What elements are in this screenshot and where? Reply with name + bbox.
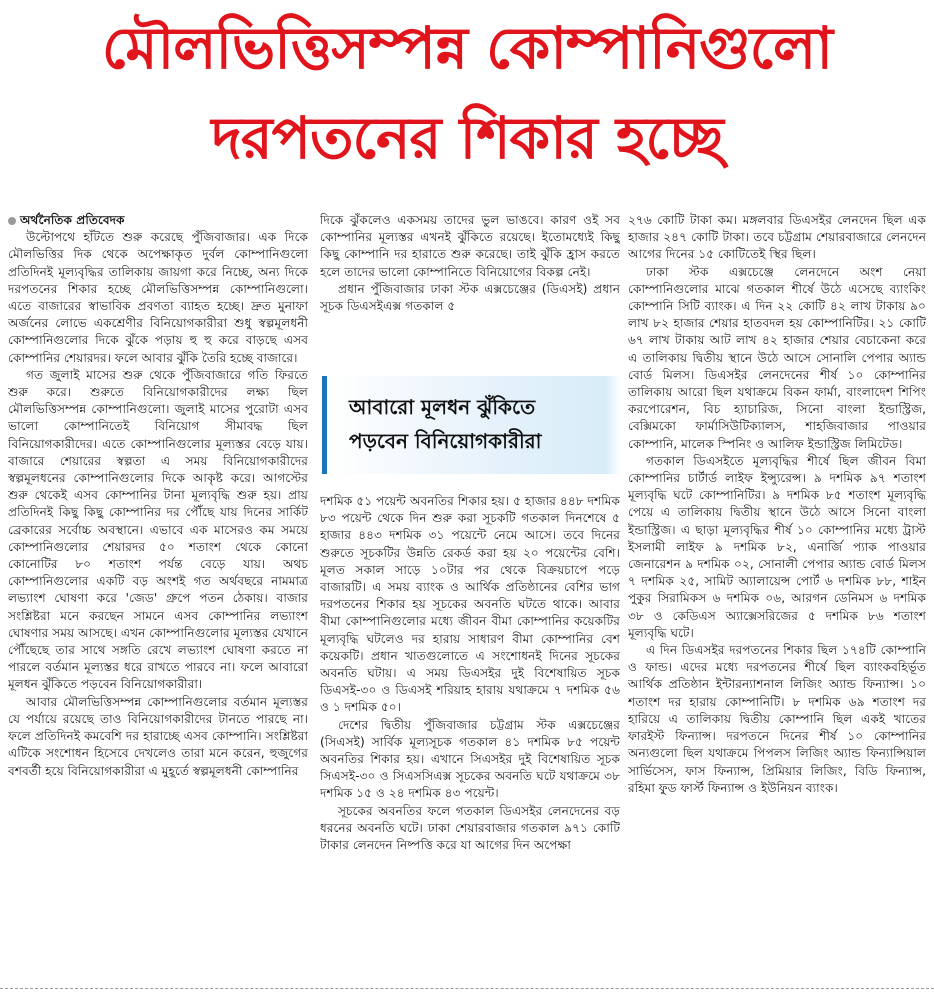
paragraph: দশমিক ৫১ পয়েন্ট অবনতির শিকার হয়। ৫ হাজার ৪৪৮ দশমিক ৮৩ পয়েন্ট থেকে দিন শুরু করা সূচকটি গতকাল দিনশেষে ৫ হাজার ৪৪৩ দশমিক ৩১ পয়েন্টে নেমে আসে। তবে দিনের শুরুতে সূচকটির উন্নতি রেকর্ড করা হয় ২০ পয়েন্টের বেশি। মূলত সকাল সাড়ে ১০টার পর থেকে বিক্রয়চাপে পড়ে বাজারটি। এ সময় ব্যাংক ও আর্থিক প্রতিষ্ঠানের বেশির ভাগ দরপতনের শিকার হয় সূচকের অবনতি ঘটতে থাকে। আবার বীমা কোম্পানিগুলোর মধ্যে জীবন বীমা কোম্পানির কয়েকটির মূল্যবৃদ্ধি ঘটলেও দর হারায় সাধারণ বীমা কোম্পানির বেশ কয়েকটি। প্রধান খাতগুলোতে এ সংশোধনই দিনের সূচকের অবনতি ঘটায়। এ সময় ডিএসইর দুই বিশেষায়িত সূচক ডিএসই-৩০ ও ডিএসই শরিয়াহ হারায় যথাক্রমে ৭ দশমিক ৫৬ ও ১ দশমিক ৫০। <box>320 494 620 715</box>
byline <box>8 212 308 229</box>
paragraph: দেশের দ্বিতীয় পুঁজিবাজার চট্টগ্রাম স্টক এক্সচেঞ্জের (সিএসই) সার্বিক মূল্যসূচক গতকাল ৪১ দশমিক ৮৫ পয়েন্ট অবনতির শিকার হয়। এখানে সিএসইর দুই বিশেষায়িত সূচক সিএসই-৩০ ও সিএসসিএক্স সূচকের অবনতি ঘটে যথাক্রমে ৩৮ দশমিক ১৫ ও ২৪ দশমিক ৪৩ পয়েন্ট। <box>320 717 620 801</box>
pull-quote-line-2: পড়বেন বিনিয়োগকারীরা <box>349 429 542 453</box>
article-column-1 <box>8 212 308 987</box>
paragraph: গত জুলাই মাসের শুরু থেকে পুঁজিবাজারে গতি ফিরতে শুরু করে। শুরুতে বিনিয়োগকারীদের লক্ষ্য ছিল মৌলভিত্তিসম্পন্ন কোম্পানিগুলো। জুলাই মাসের পুরোটা এসব ভালো কোম্পানিতেই বিনিয়োগ সীমাবদ্ধ ছিল বিনিয়োগকারীদের। এতে কোম্পানিগুলোর মূল্যস্তর বেড়ে যায়। বাজারে শেয়ারের স্বল্পতা এ সময় বিনিয়োগকারীদের স্বল্পমূলধনের কোম্পানিগুলোর দিকে আকৃষ্ট করে। আগস্টের শুরু থেকেই এসব কোম্পানির টানা মূল্যবৃদ্ধি শুরু হয়। প্রায় প্রতিদিনই কিছু কিছু কোম্পানির দর পৌঁছে যায় দিনের সার্কিট ব্রেকারের সর্বোচ্চ অবস্থানে। এভাবে এক মাসেরও কম সময়ে কোম্পানিগুলোর শেয়ারদর ৫০ শতাংশ থেকে কোনো কোনোটির ৮০ শতাংশ পর্যন্ত বেড়ে যায়। অথচ কোম্পানিগুলোর একটি বড় অংশই গত অর্থবছরে নামমাত্র লভ্যাংশ ঘোষণা করে 'জেড' গ্রুপে পতন ঠেকায়। বাজার সংশ্লিষ্টরা মনে করছেন সামনে এসব কোম্পানির লভ্যাংশ ঘোষণার সময় আসছে। এখন কোম্পানিগুলোর মূল্যস্তর যেখানে পৌঁছেছে তার সাথে সঙ্গতি রেখে লভ্যাংশ ঘোষণা করতে না পারলে বর্তমান মূল্যস্তর ধরে রাখতে পারবে না। ফলে আবারো মূলধন ঝুঁকিতে পড়বেন বিনিয়োগকারীরা। <box>8 367 308 692</box>
byline-text: অর্থনৈতিক প্রতিবেদক <box>20 213 125 227</box>
paragraph: সূচকের অবনতির ফলে গতকাল ডিএসইর লেনদেনের বড় ধরনের অবনতি ঘটে। ঢাকা শেয়ারবাজার গতকাল ৯৭১ কোটি টাকার লেনদেন নিষ্পত্তি করে যা আগের দিন অপেক্ষা <box>320 803 620 853</box>
article-column-3 <box>628 212 926 987</box>
paragraph: ঢাকা স্টক এক্সচেঞ্জে লেনদেনে অংশ নেয়া কোম্পানিগুলোর মাঝে গতকাল শীর্ষে উঠে এসেছে ব্যাংকিং কোম্পানি সিটি ব্যাংক। এ দিন ২২ কোটি ৪২ লাখ টাকায় ৯০ লাখ ৮২ হাজার শেয়ার হাতবদল হয় কোম্পানিটির। ২১ কোটি ৬৭ লাখ টাকায় আট লাখ ৪২ হাজার শেয়ার বেচাকেনা করে এ তালিকায় দ্বিতীয় স্থানে উঠে আসে সোনালি পেপার অ্যান্ড বোর্ড মিলস। ডিএসইর লেনদেনের শীর্ষ ১০ কোম্পানির তালিকায় আরো ছিল যথাক্রমে বিকন ফার্মা, বাংলাদেশ শিপিং করপোরেশন, বিচ হ্যাচারিজ, সিনো বাংলা ইন্ডাস্ট্রিজ, বেক্সিমকো ফার্মাসিউটিক্যালস, শাহজিবাজার পাওয়ার কোম্পানি, মালেক স্পিনিং ও আলিফ ইন্ডাস্ট্রিজ লিমিটেড। <box>628 264 926 451</box>
pull-quote <box>322 376 606 474</box>
paragraph: গতকাল ডিএসইতে মূল্যবৃদ্ধির শীর্ষে ছিল জীবন বিমা কোম্পানির চার্টার্ড লাইফ ইন্স্যুরেন্স। ৯ দশমিক ৯৭ শতাংশ মূল্যবৃদ্ধি ঘটে কোম্পানিটির। ৯ দশমিক ৮৫ শতাংশ মূল্যবৃদ্ধি পেয়ে এ তালিকায় দ্বিতীয় স্থানে উঠে আসে সিনো বাংলা ইন্ডাস্ট্রিজ। এ ছাড়া মূল্যবৃদ্ধির শীর্ষ ১০ কোম্পানির মধ্যে ট্রাস্ট ইসলামী লাইফ ৯ দশমিক ৮২, এনার্জি প্যাক পাওয়ার জেনারেশন ৯ দশমিক ০২, সোনালী পেপার অ্যান্ড বোর্ড মিলস ৭ দশমিক ২৫, সামিট অ্যালায়েন্স পোর্ট ৬ দশমিক ৮৮, শাইন পুকুর সিরামিকস ৬ দশমিক ০৬, আরগন ডেনিমস ৬ দশমিক ৩৮ ও কেডিএস অ্যাক্সেসরিজের ৫ দশমিক ৮৬ শতাংশ মূল্যবৃদ্ধি ঘটে। <box>628 453 926 640</box>
paragraph: প্রধান পুঁজিবাজার ঢাকা স্টক এক্সচেঞ্জের (ডিএসই) প্রধান সূচক ডিএসইএক্স গতকাল ৫ <box>320 281 620 314</box>
article-column-2-bottom <box>320 493 620 983</box>
paragraph: এ দিন ডিএসইর দরপতনের শিকার ছিল ১৭৪টি কোম্পানি ও ফান্ড। এদের মধ্যে দরপতনের শীর্ষে ছিল ব্যাংকবহির্ভূত আর্থিক প্রতিষ্ঠান ইন্টারন্যাশনাল লিজিং অ্যান্ড ফিন্যান্স। ১০ শতাংশ দর হারায় কোম্পানিটি। ৮ দশমিক ৬৯ শতাংশ দর হারিয়ে এ তালিকায় দ্বিতীয় কোম্পানি ছিল একই খাতের ফারইস্ট ফিন্যান্স। দরপতনে দিনের শীর্ষ ১০ কোম্পানির অন্যগুলো ছিল যথাক্রমে পিপলস লিজিং অ্যান্ড ফিন্যান্সিয়াল সার্ভিসেস, ফাস ফিন্যান্স, প্রিমিয়ার লিজিং, বিডি ফিন্যান্স, রহিমা ফুড ফার্স্ট ফিন্যান্স ও ইউনিয়ন ব্যাংক। <box>628 643 926 795</box>
article-column-2-top <box>320 212 620 352</box>
bullet-icon <box>8 217 16 225</box>
bottom-divider <box>0 988 934 989</box>
paragraph: ২৭৬ কোটি টাকা কম। মঙ্গলবার ডিএসইর লেনদেন ছিল এক হাজার ২৪৭ কোটি টাকা। তবে চট্টগ্রাম শেয়ারবাজারে লেনদেন আগের দিনের ১৫ কোটিতেই স্থির ছিল। <box>628 213 926 262</box>
paragraph: উল্টোপথে হাঁটতে শুরু করেছে পুঁজিবাজার। এক দিকে মৌলভিত্তির দিক থেকে অপেক্ষাকৃত দুর্বল কোম্পানিগুলো প্রতিদিনই মূল্যবৃদ্ধির তালিকায় জায়গা করে নিচ্ছে, অন্য দিকে দরপতনের শিকার হচ্ছে মৌলভিত্তিসম্পন্ন কোম্পানিগুলো। এতে বাজারের স্বাভাবিক প্রবণতা ব্যাহত হচ্ছে। দ্রুত মুনাফা অর্জনের লোভে একশ্রেণীর বিনিয়োগকারীরা শুধু স্বল্পমূলধনী কোম্পানিগুলোর দিকে ঝুঁকে পড়ায় হু হু করে বাড়ছে এসব কোম্পানির শেয়ারদর। ফলে আবার ঝুঁকি তৈরি হচ্ছে বাজারে। <box>8 230 308 365</box>
pull-quote-line-1: আবারো মূলধন ঝুঁকিতে <box>349 395 536 419</box>
headline <box>0 6 934 186</box>
paragraph: আবার মৌলভিত্তিসম্পন্ন কোম্পানিগুলোর বর্তমান মূল্যস্তর যে পর্যায়ে রয়েছে তাও বিনিয়োগকারীদের টানতে পারছে না। ফলে প্রতিদিনই কমবেশি দর হারাচ্ছে এসব কোম্পানি। সংশ্লিষ্টরা এটিকে সংশোধন হিসেবে দেখলেও তারা মনে করেন, হুজুগের বশবর্তী হয়ে বিনিয়োগকারীরা এ মুহূর্তে স্বল্পমূলধনী কোম্পানির <box>8 694 308 778</box>
headline-line-2: দরপতনের শিকার হচ্ছে <box>211 104 723 172</box>
paragraph: দিকে ঝুঁকলেও একসময় তাদের ভুল ভাঙবে। কারণ ওই সব কোম্পানির মূল্যস্তর এখনই ঝুঁকিতে রয়েছে। ইতোমধ্যেই কিছু কিছু কোম্পানি দর হারাতে শুরু করেছে। তাই ঝুঁকি হ্রাস করতে হলে তাদের ভালো কোম্পানিতে বিনিয়োগের বিকল্প নেই। <box>320 213 620 279</box>
pull-quote-fade <box>606 376 620 474</box>
headline-line-1: মৌলভিত্তিসম্পন্ন কোম্পানিগুলো <box>101 14 833 82</box>
